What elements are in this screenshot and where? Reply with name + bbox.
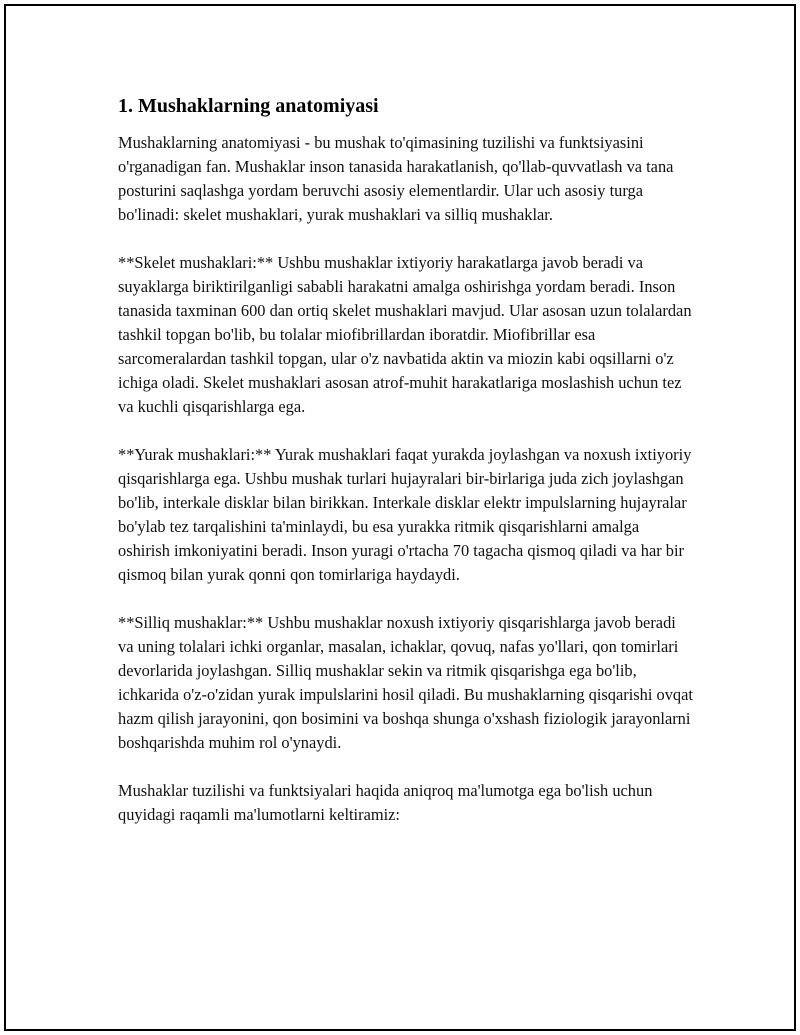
paragraph-closing: Mushaklar tuzilishi va funktsiyalari haqida aniqroq ma'lumotga ega bo'lish uchun quyidagi raqamli ma'lumotlarni keltiramiz: [118,781,653,824]
paragraph-skeletal-muscles: **Skelet mushaklari:** Ushbu mushaklar ixtiyoriy harakatlarga javob beradi va suyaklarga biriktirilganligi sababli harakatni amalga oshirishga yordam beradi. Inson tanasida taxminan 600 dan ortiq skelet mushaklari mavjud. Ular asosan uzun tolalardan tashkil topgan bo'lib, bu tolalar miofibrillardan iboratdir. Miofibrillar esa sarcomeralardan tashkil topgan, ular o'z navbatida aktin va miozin kabi oqsillarni o'z ichiga oladi. Skelet mushaklari asosan atrof-muhit harakatlariga moslashish uchun tez va kuchli qisqarishlarga ega. [118,253,692,416]
paragraph-smooth-muscles: **Silliq mushaklar:** Ushbu mushaklar noxush ixtiyoriy qisqarishlarga javob beradi va uning tolalari ichki organlar, masalan, ichaklar, qovuq, nafas yo'llari, qon tomirlari devorlarida joylashgan. Silliq mushaklar sekin va ritmik qisqarishga ega bo'lib, ichkarida o'z-o'zidan yurak impulslarini hosil qiladi. Bu mushaklarning qisqarishi ovqat hazm qilish jarayonini, qon bosimini va boshqa shunga o'xshash fiziologik jarayonlarni boshqarishda muhim rol o'ynaydi. [118,613,693,752]
paragraph-cardiac-muscles: **Yurak mushaklari:** Yurak mushaklari faqat yurakda joylashgan va noxush ixtiyoriy qisqarishlarga ega. Ushbu mushak turlari hujayralari bir-birlariga juda zich joylashgan bo'lib, interkale disklar bilan birikkan. Interkale disklar elektr impulslarning hujayralar bo'ylab tez tarqalishini ta'minlaydi, bu esa yurakka ritmik qisqarishlarni amalga oshirish imkoniyatini beradi. Inson yuragi o'rtacha 70 tagacha qismoq qiladi va har bir qismoq bilan yurak qonni qon tomirlariga haydaydi. [118,445,692,584]
paragraph-intro: Mushaklarning anatomiyasi - bu mushak to'qimasining tuzilishi va funktsiyasini o'rganadigan fan. Mushaklar inson tanasida harakatlanish, qo'llab-quvvatlash va tana posturini saqlashga yordam beruvchi asosiy elementlardir. Ular uch asosiy turga bo'linadi: skelet mushaklari, yurak mushaklari va silliq mushaklar. [118,133,674,224]
section-heading: 1. Mushaklarning anatomiyasi [118,95,379,117]
document-body [118,93,693,851]
